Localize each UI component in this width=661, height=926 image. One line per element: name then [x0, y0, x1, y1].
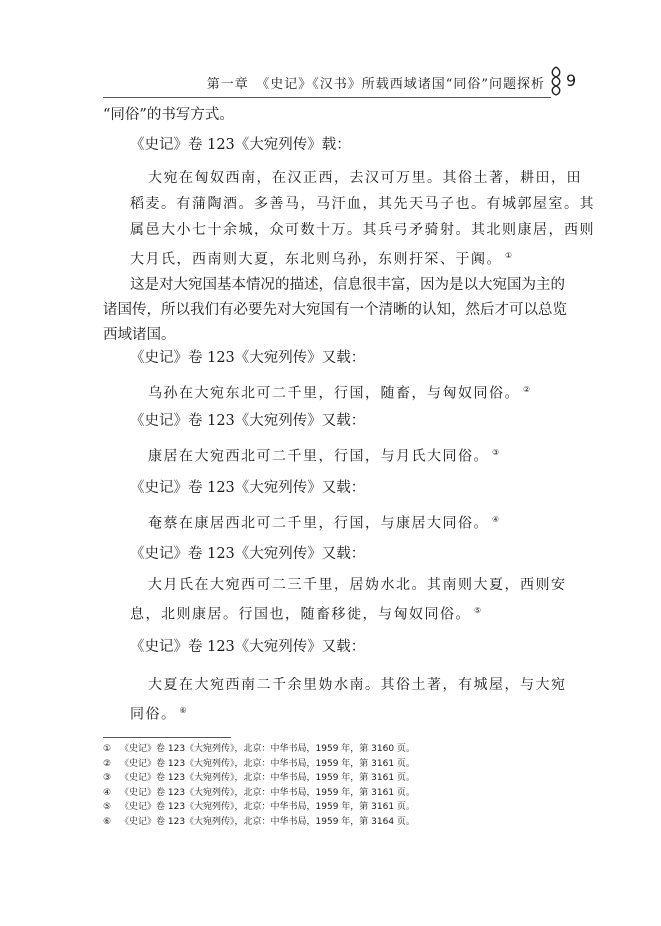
citation-4: [103, 476, 555, 501]
footnote-text: 《史记》卷 123《大宛列传》，北京：中华书局，1959 年，第 3161 页。: [120, 758, 415, 769]
block-quote-2: [130, 377, 555, 407]
footnote-text: 《史记》卷 123《大宛列传》，北京：中华书局，1959 年，第 3161 页。: [120, 802, 415, 812]
citation-3: [103, 409, 555, 434]
quote-line: 大月氏在大宛西可二三千里，居妫水北。其南则大夏，西则安: [148, 577, 567, 593]
page-number: 9: [566, 71, 577, 90]
citation-5: [103, 542, 555, 567]
citation-2: [103, 346, 555, 371]
citation-line: 《史记》卷 123《大宛列传》载：: [130, 137, 351, 153]
quote-line: 稻麦。有蒲陶酒。多善马，马汗血，其先天马子也。有城郭屋室。其: [130, 196, 595, 212]
footnote-mark: ④: [103, 787, 112, 798]
footnote-rule: [103, 737, 231, 738]
citation-6: [103, 635, 555, 660]
footnote: [103, 757, 555, 772]
quote-line: 息，北则康居。行国也，随畜移徙，与匈奴同俗。: [130, 606, 471, 623]
footnote: [103, 771, 555, 786]
citation-line: 《史记》卷 123《大宛列传》又载：: [130, 480, 366, 496]
footnote-text: 《史记》卷 123《大宛列传》，北京：中华书局，1959 年，第 3161 页。: [120, 773, 415, 783]
header-rule: [103, 97, 551, 98]
footnote-ref[interactable]: ⑤: [474, 606, 482, 615]
footnote: [103, 815, 555, 830]
citation-1: [103, 133, 555, 158]
footnote-text: 《史记》卷 123《大宛列传》，北京：中华书局，1959 年，第 3160 页。: [120, 744, 415, 754]
footnote-ref[interactable]: ④: [492, 515, 500, 524]
block-quote-6: [130, 672, 567, 728]
footnote-text: 《史记》卷 123《大宛列传》，北京：中华书局，1959 年，第 3164 页。: [120, 816, 415, 827]
footnote: [103, 742, 555, 757]
footnote-mark: ⑥: [103, 816, 112, 827]
quote-line: 奄蔡在康居西北可二千里，行国，与康居大同俗。: [148, 515, 489, 532]
block-quote-5: [130, 572, 567, 628]
analysis-paragraph: [103, 273, 567, 348]
citation-line: 《史记》卷 123《大宛列传》又载：: [130, 350, 366, 366]
paragraph-line: 这是对大宛国基本情况的描述，信息很丰富，因为是以大宛国为主的: [130, 277, 565, 293]
paragraph-line: 西域诸国。: [103, 327, 176, 343]
quote-line: 大夏在大宛西南二千余里妫水南。其俗土著，有城屋，与大宛: [148, 677, 567, 693]
paragraph-line: “同俗”的书写方式。: [103, 107, 234, 123]
quote-line: 乌孙在大宛东北可二千里，行国，随畜，与匈奴同俗。: [148, 385, 520, 402]
quote-line: 属邑大小七十余城，众可数十万。其兵弓矛骑射。其北则康居，西则: [130, 222, 595, 238]
quote-line: 康居在大宛西北可二千里，行国，与月氏大同俗。: [148, 448, 489, 465]
footnote-mark: ②: [103, 758, 112, 769]
footnote-ref[interactable]: ②: [523, 385, 531, 394]
footnote-mark: ③: [103, 773, 112, 783]
citation-line: 《史记》卷 123《大宛列传》又载：: [130, 546, 366, 562]
footnote-ref[interactable]: ⑥: [179, 706, 187, 715]
block-quote-4: [130, 507, 555, 537]
quote-line: 大月氏，西南则大夏，东北则乌孙，东则扜罙、于阗。: [130, 251, 502, 268]
citation-line: 《史记》卷 123《大宛列传》又载：: [130, 413, 366, 429]
paragraph-line: 诸国传，所以我们有必要先对大宛国有一个清晰的认知，然后才可以总览: [103, 302, 567, 318]
running-title: 第一章 《史记》《汉书》所载西域诸国“同俗”问题探析: [206, 77, 545, 92]
block-quote-1: [130, 165, 595, 273]
running-header: [0, 66, 661, 100]
footnote: [103, 786, 555, 801]
intro-paragraph: [103, 103, 555, 128]
footnotes: [103, 742, 555, 829]
footnote-ref[interactable]: ③: [492, 448, 500, 457]
footnote-text: 《史记》卷 123《大宛列传》，北京：中华书局，1959 年，第 3161 页。: [120, 787, 415, 798]
knot-ornament-icon: [549, 66, 563, 96]
citation-line: 《史记》卷 123《大宛列传》又载：: [130, 639, 366, 655]
block-quote-3: [130, 440, 555, 470]
footnote-mark: ⑤: [103, 802, 112, 812]
quote-line: 大宛在匈奴西南，在汉正西，去汉可万里。其俗土著，耕田，田: [148, 170, 582, 186]
quote-line: 同俗。: [130, 706, 177, 723]
footnote-ref[interactable]: ①: [505, 251, 513, 260]
footnote-mark: ①: [103, 744, 112, 754]
footnote: [103, 800, 555, 815]
